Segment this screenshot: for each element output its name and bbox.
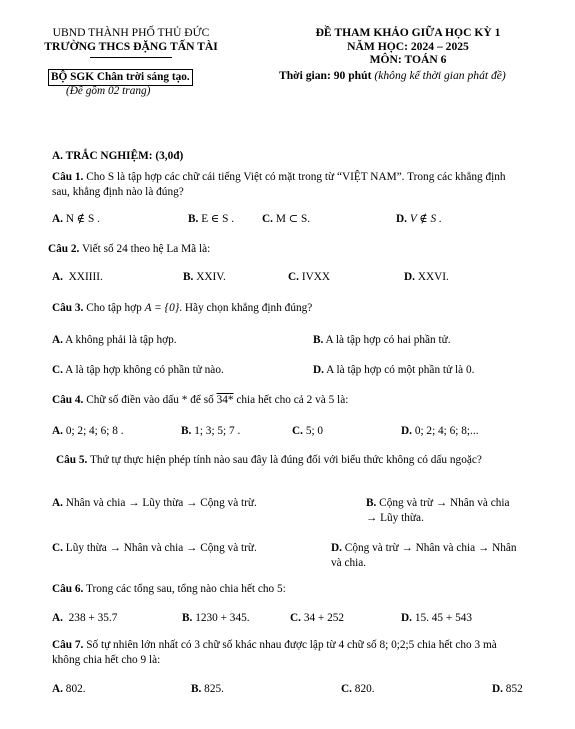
sgk-label: BỘ SGK Chân trời sáng tạo. bbox=[48, 69, 193, 86]
q3-option-b: B. A là tập hợp có hai phần tử. bbox=[313, 334, 451, 346]
time-note: (không kể thời gian phát đề) bbox=[374, 69, 506, 82]
q5-option-a: A. Nhân và chia → Lũy thừa → Cộng và trừ. bbox=[52, 497, 257, 509]
exam-time bbox=[279, 68, 506, 83]
page-count-note: (Đề gồm 02 trang) bbox=[66, 85, 151, 97]
q4-option-d: D. 0; 2; 4; 6; 8;... bbox=[401, 425, 479, 437]
set-notation: A = {0} bbox=[144, 302, 180, 314]
question-label: Câu 7. bbox=[52, 639, 84, 651]
question-text: Cho S là tập hợp các chữ cái tiếng Việt có mặt trong từ “VIỆT NAM”. Trong các khẳng định sau, khẳng định nào là đúng? bbox=[52, 171, 506, 198]
q1-option-b: B. E ∈ S . bbox=[188, 213, 235, 225]
school-year: NĂM HỌC: 2024 – 2025 bbox=[347, 39, 469, 53]
q5-option-b: B. Cộng và trừ → Nhân và chia → Lũy thừa. bbox=[366, 497, 510, 524]
q2-option-c: C. IVXX bbox=[288, 271, 331, 283]
overlined-number: 34* bbox=[216, 394, 234, 406]
header-left bbox=[26, 26, 236, 53]
section-a-title: A. TRẮC NGHIỆM: (3,0đ) bbox=[52, 150, 184, 162]
q1-option-c: C. M ⊂ S. bbox=[262, 213, 311, 225]
question-1 bbox=[52, 170, 522, 199]
q5-option-c: C. Lũy thừa → Nhân và chia → Cộng và trừ. bbox=[52, 542, 257, 554]
header-right bbox=[268, 26, 548, 67]
question-4: Câu 4. Chữ số điền vào dấu * để số 34* chia hết cho cả 2 và 5 là: bbox=[52, 394, 349, 406]
question-text: Số tự nhiên lớn nhất có 3 chữ số khác nhau được lập từ 4 chữ số 8; 0;2;5 chia hết cho 3 mà không chia hết cho 9 là: bbox=[52, 639, 497, 666]
q6-option-b: B. 1230 + 345. bbox=[182, 612, 250, 624]
exam-title: ĐỀ THAM KHẢO GIỮA HỌC KỲ 1 bbox=[315, 26, 501, 39]
q1-option-a: A. N ∉ S . bbox=[52, 213, 100, 225]
question-text: Trong các tổng sau, tổng nào chia hết cho 5: bbox=[83, 583, 286, 595]
q4-option-a: A. 0; 2; 4; 6; 8 . bbox=[52, 425, 124, 437]
question-label: Câu 1. bbox=[52, 171, 84, 183]
question-2 bbox=[48, 242, 210, 257]
q7-option-c: C. 820. bbox=[341, 683, 375, 695]
subject: MÔN: TOÁN 6 bbox=[369, 53, 447, 66]
question-label: Câu 2. bbox=[48, 243, 80, 255]
q3-option-a: A. A không phải là tập hợp. bbox=[52, 334, 177, 346]
q6-option-a: A. 238 + 35.7 bbox=[52, 612, 118, 624]
q4-option-c: C. 5; 0 bbox=[292, 425, 324, 437]
question-label: Câu 3. bbox=[52, 302, 84, 314]
school-name: TRƯỜNG THCS ĐẶNG TẤN TÀI bbox=[44, 39, 218, 53]
q3-option-c: C. A là tập hợp không có phần tử nào. bbox=[52, 364, 224, 376]
time-label: Thời gian: 90 phút bbox=[279, 69, 372, 82]
question-text: Thứ tự thực hiện phép tính nào sau đây là đúng đối với biểu thức không có dấu ngoặc? bbox=[87, 454, 482, 466]
district-name: UBND THÀNH PHỐ THỦ ĐỨC bbox=[52, 26, 210, 39]
question-6 bbox=[52, 582, 286, 597]
q3-option-d: D. A là tập hợp có một phần tử là 0. bbox=[313, 364, 475, 376]
q2-option-a: A. XXIIII. bbox=[52, 271, 103, 283]
question-text: Viết số 24 theo hệ La Mã là: bbox=[79, 243, 211, 255]
q2-option-b: B. XXIV. bbox=[183, 271, 226, 283]
q6-option-d: D. 15. 45 + 543 bbox=[401, 612, 473, 624]
question-3: Câu 3. Cho tập hợp A = {0}. Hãy chọn khẳng định đúng? bbox=[52, 302, 313, 314]
q4-option-b: B. 1; 3; 5; 7 . bbox=[181, 425, 241, 437]
q1-option-d: D. V ∉ S . bbox=[396, 213, 442, 225]
q7-option-d: D. 852 bbox=[492, 683, 523, 695]
q6-option-c: C. 34 + 252 bbox=[290, 612, 345, 624]
header-rule bbox=[90, 57, 172, 58]
question-label: Câu 4. bbox=[52, 394, 84, 406]
question-5 bbox=[56, 453, 514, 468]
q7-option-b: B. 825. bbox=[191, 683, 224, 695]
question-label: Câu 6. bbox=[52, 583, 84, 595]
q5-option-d: D. Cộng và trừ → Nhân và chia → Nhân và chia. bbox=[331, 542, 517, 569]
question-7 bbox=[52, 638, 522, 667]
q2-option-d: D. XXVI. bbox=[404, 271, 449, 283]
question-label: Câu 5. bbox=[56, 454, 88, 466]
q7-option-a: A. 802. bbox=[52, 683, 86, 695]
